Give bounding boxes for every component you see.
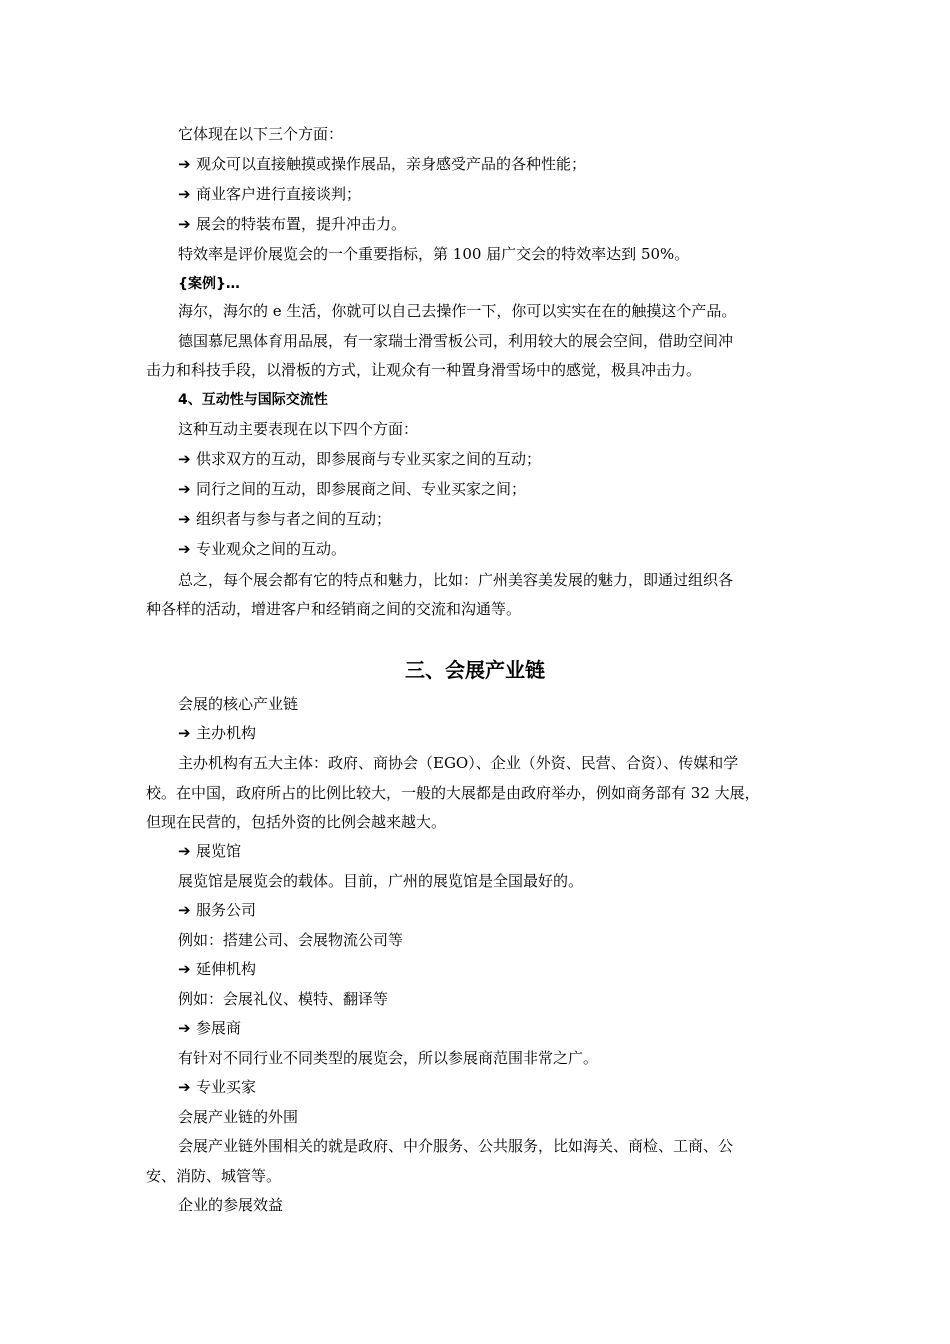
paragraph: 它体现在以下三个方面： (178, 125, 344, 143)
list-item: ➔ 供求双方的互动，即参展商与专业买家之间的互动； (178, 450, 542, 468)
paragraph: 企业的参展效益 (178, 1196, 284, 1214)
paragraph: 击力和科技手段，以滑板的方式，让观众有一种置身滑雪场中的感觉，极具冲击力。 (146, 361, 702, 379)
paragraph: 主办机构有五大主体：政府、商协会（EGO）、企业（外资、民营、合资）、传媒和学 (178, 754, 739, 772)
paragraph: 安、消防、城管等。 (146, 1167, 282, 1185)
arrow-icon: ➔ (178, 1019, 191, 1037)
arrow-icon: ➔ (178, 842, 191, 860)
list-item: ➔ 主办机构 (178, 724, 257, 742)
arrow-icon: ➔ (178, 1078, 191, 1096)
arrow-icon: ➔ (178, 540, 191, 558)
paragraph: 这种互动主要表现在以下四个方面： (178, 420, 419, 438)
paragraph: 但现在民营的，包括外资的比例会越来越大。 (146, 813, 447, 831)
list-item: ➔ 参展商 (178, 1019, 242, 1037)
paragraph: 展览馆是展览会的载体。目前，广州的展览馆是全国最好的。 (178, 872, 584, 890)
list-item: ➔ 同行之间的互动，即参展商之间、专业买家之间； (178, 480, 527, 498)
list-item: ➔ 展览馆 (178, 842, 242, 860)
arrow-icon: ➔ (178, 215, 191, 233)
arrow-icon: ➔ (178, 960, 191, 978)
paragraph: 例如：搭建公司、会展物流公司等 (178, 931, 404, 949)
arrow-icon: ➔ (178, 901, 191, 919)
arrow-icon: ➔ (178, 480, 191, 498)
list-item: ➔ 专业观众之间的互动。 (178, 540, 347, 558)
list-item: ➔ 商业客户进行直接谈判； (178, 185, 362, 203)
list-item: ➔ 观众可以直接触摸或操作展品，亲身感受产品的各种性能； (178, 155, 587, 173)
arrow-icon: ➔ (178, 185, 191, 203)
paragraph: 种各样的活动，增进客户和经销商之间的交流和沟通等。 (146, 600, 522, 618)
list-item: ➔ 展会的特装布置，提升冲击力。 (178, 215, 407, 233)
arrow-icon: ➔ (178, 450, 191, 468)
chapter-heading: 三、会展产业链 (405, 658, 545, 682)
list-item: ➔ 组织者与参与者之间的互动； (178, 510, 392, 528)
case-label: {案例}… (178, 276, 240, 292)
list-item: ➔ 专业买家 (178, 1078, 257, 1096)
arrow-icon: ➔ (178, 155, 191, 173)
paragraph: 会展的核心产业链 (178, 695, 299, 713)
section-title: 4、互动性与国际交流性 (178, 392, 328, 408)
list-item: ➔ 服务公司 (178, 901, 257, 919)
arrow-icon: ➔ (178, 510, 191, 528)
paragraph: 特效率是评价展览会的一个重要指标，第 100 届广交会的特效率达到 50%。 (178, 245, 690, 263)
paragraph: 总之，每个展会都有它的特点和魅力，比如：广州美容美发展的魅力，即通过组织各 (178, 571, 734, 589)
paragraph: 会展产业链的外围 (178, 1108, 299, 1126)
paragraph: 例如：会展礼仪、模特、翻译等 (178, 990, 389, 1008)
paragraph: 会展产业链外围相关的就是政府、中介服务、公共服务，比如海关、商检、工商、公 (178, 1137, 734, 1155)
paragraph: 德国慕尼黑体育用品展，有一家瑞士滑雪板公司，利用较大的展会空间，借助空间冲 (178, 332, 734, 350)
paragraph: 海尔，海尔的 e 生活，你就可以自己去操作一下，你可以实实在在的触摸这个产品。 (178, 302, 737, 320)
paragraph: 校。在中国，政府所占的比例比较大，一般的大展都是由政府举办，例如商务部有 32 大展， (146, 784, 760, 802)
list-item: ➔ 延伸机构 (178, 960, 257, 978)
arrow-icon: ➔ (178, 724, 191, 742)
paragraph: 有针对不同行业不同类型的展览会，所以参展商范围非常之广。 (178, 1049, 599, 1067)
